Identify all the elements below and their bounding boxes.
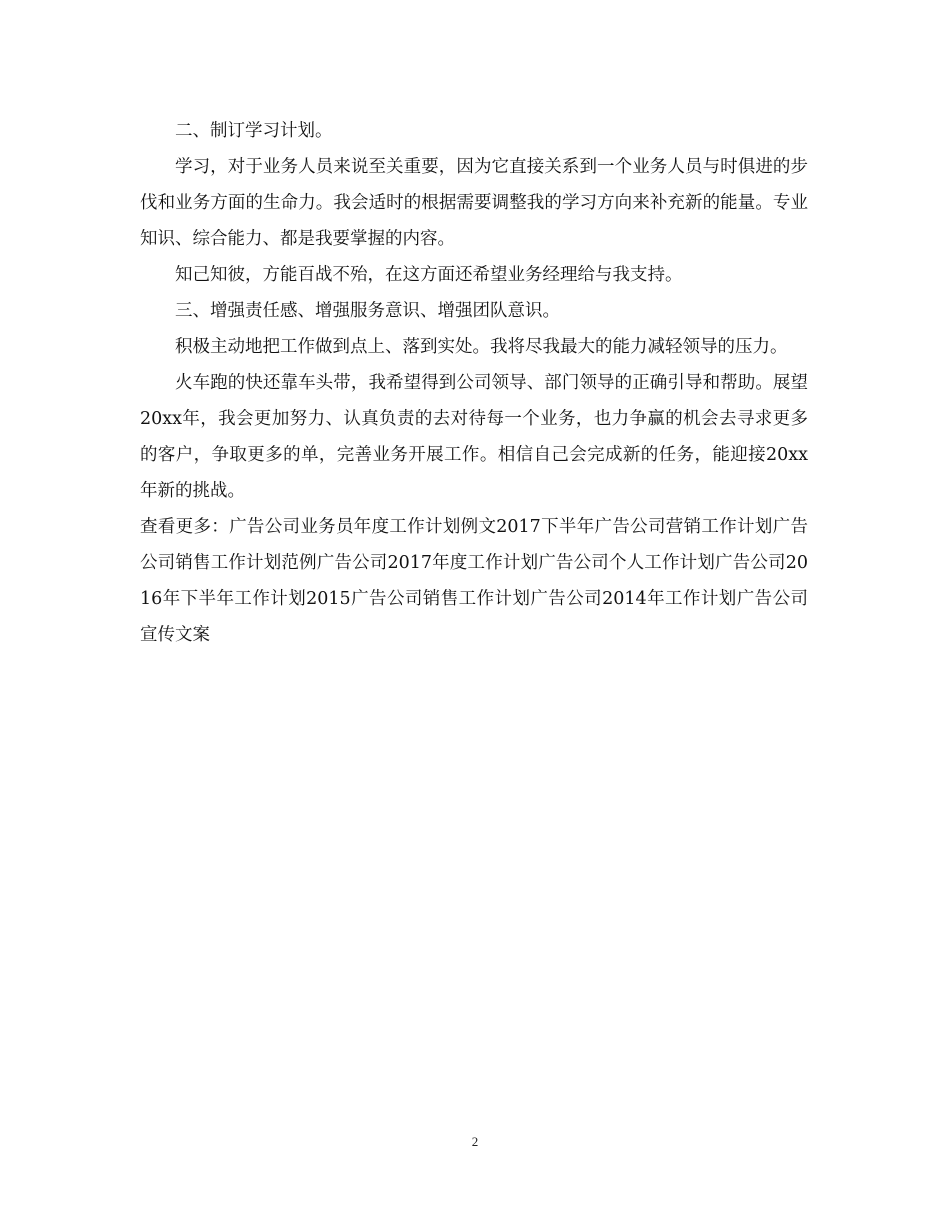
related-links-text: 查看更多：广告公司业务员年度工作计划例文2017下半年广告公司营销工作计划广告公司销售工作计划范例广告公司2017年度工作计划广告公司个人工作计划广告公司2016年下半年工作计划2015广告公司销售工作计划广告公司2014年工作计划广告公司宣传文案 xyxy=(140,517,808,645)
page-number: 2 xyxy=(471,1134,479,1149)
paragraph-know-yourself: 知己知彼，方能百战不殆，在这方面还希望业务经理给与我支持。 xyxy=(175,265,683,285)
paragraph-outlook: 火车跑的快还靠车头带，我希望得到公司领导、部门领导的正确引导和帮助。展望20xx年，我会更加努力、认真负责的去对待每一个业务，也力争赢的机会去寻求更多的客户，争取更多的单，完善业务开展工作。相信自己会完成新的任务，能迎接20xx年新的挑战。 xyxy=(140,373,808,501)
section-heading-responsibility: 三、增强责任感、增强服务意识、增强团队意识。 xyxy=(175,301,560,321)
paragraph-study-importance: 学习，对于业务人员来说至关重要，因为它直接关系到一个业务人员与时俱进的步伐和业务方面的生命力。我会适时的根据需要调整我的学习方向来补充新的能量。专业知识、综合能力、都是我要掌握的内容。 xyxy=(140,157,808,249)
document-body xyxy=(140,113,808,653)
section-heading-study-plan: 二、制订学习计划。 xyxy=(175,121,333,141)
paragraph-proactive-work: 积极主动地把工作做到点上、落到实处。我将尽我最大的能力减轻领导的压力。 xyxy=(175,337,788,357)
